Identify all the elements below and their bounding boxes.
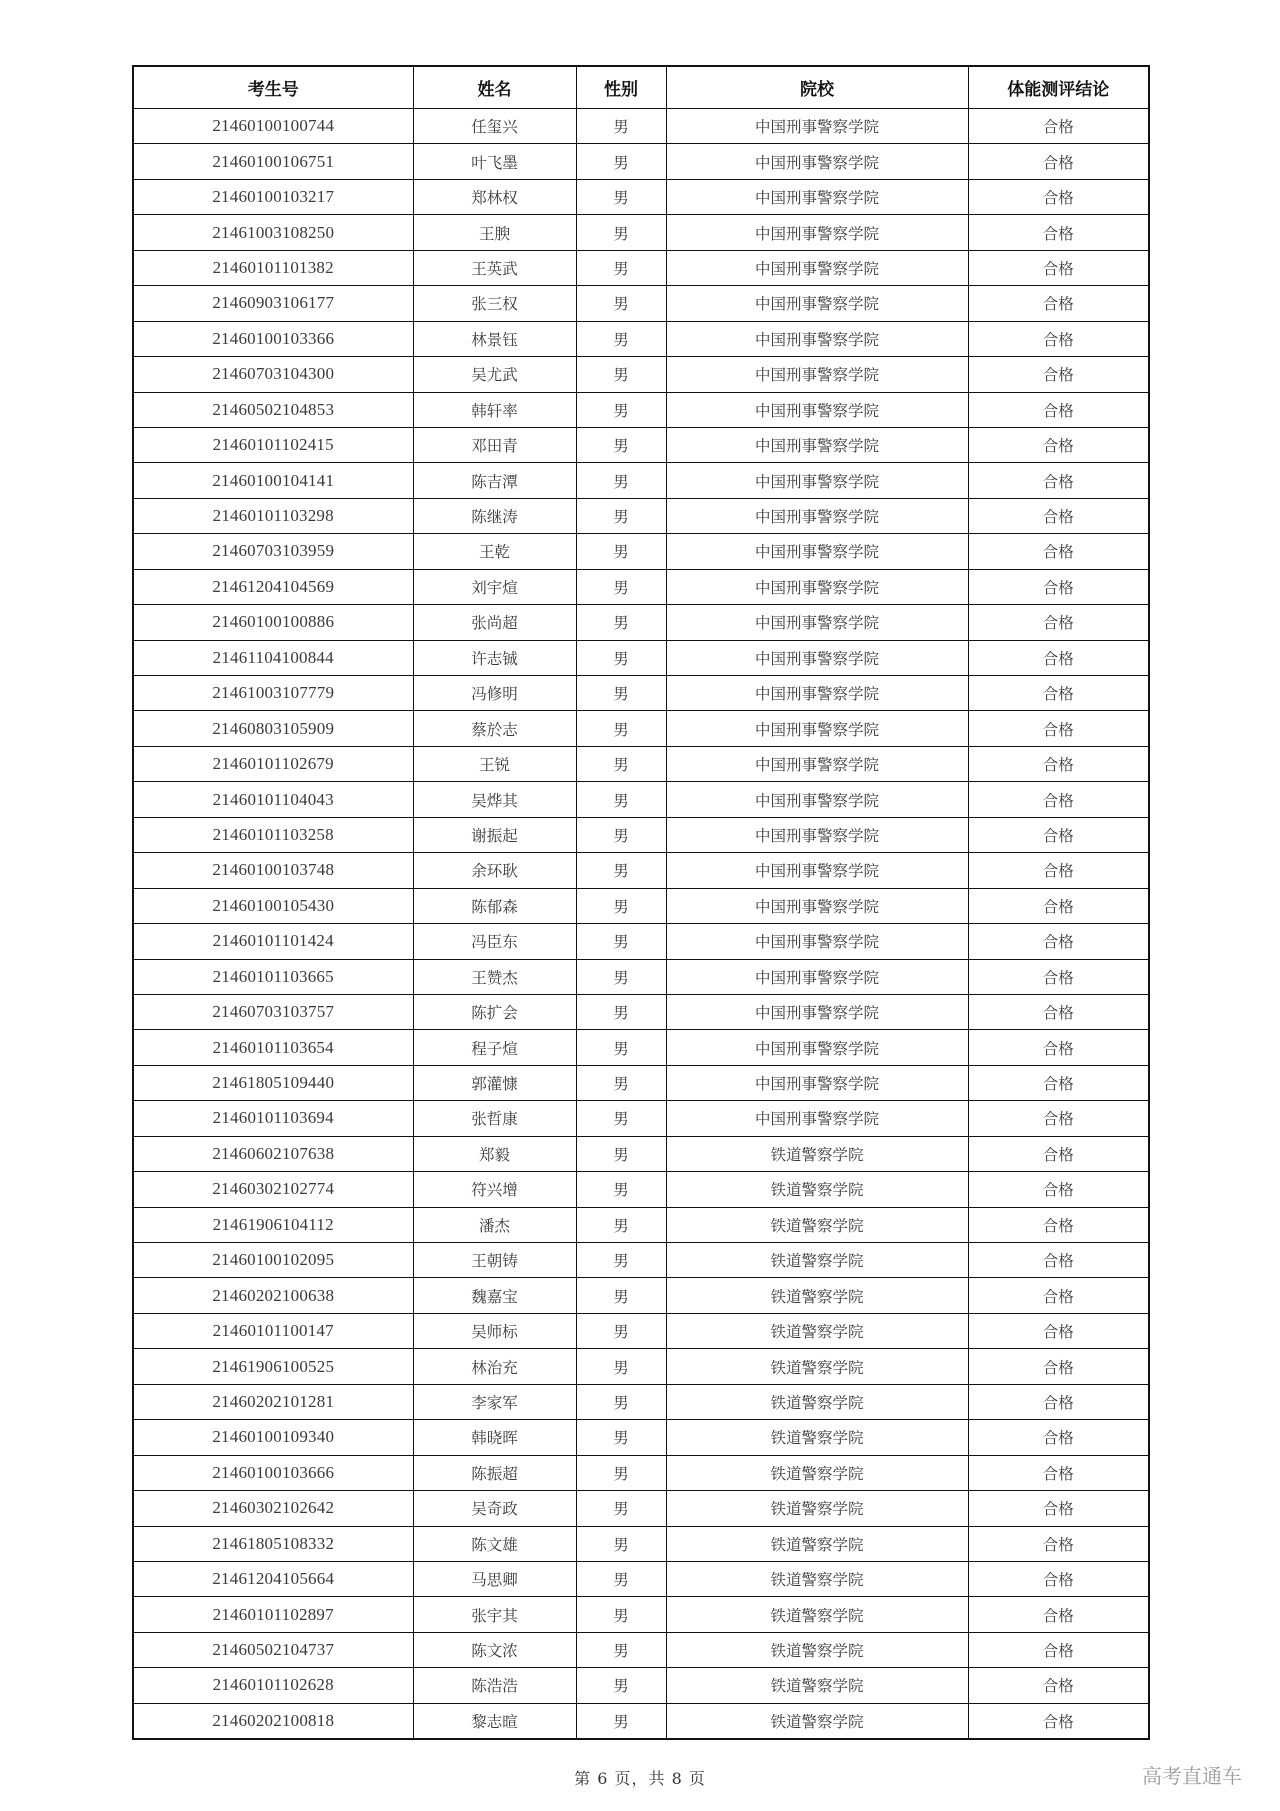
exam-number-cell: 21461003108250 bbox=[133, 215, 413, 250]
name-cell: 潘杰 bbox=[413, 1207, 576, 1242]
fitness-result-cell: 合格 bbox=[968, 1491, 1149, 1526]
fitness-result-cell: 合格 bbox=[968, 994, 1149, 1029]
name-cell: 陈文浓 bbox=[413, 1632, 576, 1667]
table-row bbox=[133, 109, 1149, 144]
school-cell: 中国刑事警察学院 bbox=[666, 427, 968, 462]
exam-number-cell: 21460803105909 bbox=[133, 711, 413, 746]
table-row bbox=[133, 1561, 1149, 1596]
exam-number-cell: 21460502104737 bbox=[133, 1632, 413, 1667]
gender-cell: 男 bbox=[576, 1597, 666, 1632]
table-row bbox=[133, 250, 1149, 285]
exam-number-cell: 21460703103959 bbox=[133, 534, 413, 569]
name-cell: 陈振超 bbox=[413, 1455, 576, 1490]
exam-number-cell: 21461204104569 bbox=[133, 569, 413, 604]
fitness-result-cell: 合格 bbox=[968, 1455, 1149, 1490]
exam-number-cell: 21460502104853 bbox=[133, 392, 413, 427]
exam-number-cell: 21460101102679 bbox=[133, 746, 413, 781]
gender-cell: 男 bbox=[576, 888, 666, 923]
school-cell: 中国刑事警察学院 bbox=[666, 321, 968, 356]
table-row bbox=[133, 888, 1149, 923]
school-cell: 中国刑事警察学院 bbox=[666, 746, 968, 781]
fitness-result-cell: 合格 bbox=[968, 1561, 1149, 1596]
table-row bbox=[133, 1455, 1149, 1490]
gender-cell: 男 bbox=[576, 215, 666, 250]
table-row bbox=[133, 1101, 1149, 1136]
exam-number-cell: 21460100104141 bbox=[133, 463, 413, 498]
exam-number-cell: 21460101102415 bbox=[133, 427, 413, 462]
school-cell: 铁道警察学院 bbox=[666, 1703, 968, 1739]
name-cell: 冯修明 bbox=[413, 676, 576, 711]
name-cell: 任玺兴 bbox=[413, 109, 576, 144]
name-cell: 余环耿 bbox=[413, 853, 576, 888]
exam-number-cell: 21460101103694 bbox=[133, 1101, 413, 1136]
table-row bbox=[133, 498, 1149, 533]
school-cell: 中国刑事警察学院 bbox=[666, 144, 968, 179]
fitness-result-cell: 合格 bbox=[968, 534, 1149, 569]
fitness-result-cell: 合格 bbox=[968, 215, 1149, 250]
name-cell: 张三权 bbox=[413, 286, 576, 321]
table-row bbox=[133, 179, 1149, 214]
school-cell: 中国刑事警察学院 bbox=[666, 1101, 968, 1136]
gender-cell: 男 bbox=[576, 853, 666, 888]
header-school: 院校 bbox=[666, 66, 968, 109]
table-row bbox=[133, 924, 1149, 959]
school-cell: 中国刑事警察学院 bbox=[666, 782, 968, 817]
exam-number-cell: 21460100103217 bbox=[133, 179, 413, 214]
exam-number-cell: 21460101103298 bbox=[133, 498, 413, 533]
table-row bbox=[133, 853, 1149, 888]
name-cell: 王英武 bbox=[413, 250, 576, 285]
name-cell: 黎志暄 bbox=[413, 1703, 576, 1739]
fitness-result-cell: 合格 bbox=[968, 179, 1149, 214]
table-row bbox=[133, 215, 1149, 250]
name-cell: 陈吉潭 bbox=[413, 463, 576, 498]
table-row bbox=[133, 1065, 1149, 1100]
fitness-result-cell: 合格 bbox=[968, 1065, 1149, 1100]
table-row bbox=[133, 1278, 1149, 1313]
exam-number-cell: 21461003107779 bbox=[133, 676, 413, 711]
name-cell: 陈郁森 bbox=[413, 888, 576, 923]
fitness-result-cell: 合格 bbox=[968, 746, 1149, 781]
name-cell: 王朝铸 bbox=[413, 1243, 576, 1278]
fitness-result-cell: 合格 bbox=[968, 250, 1149, 285]
gender-cell: 男 bbox=[576, 1455, 666, 1490]
gender-cell: 男 bbox=[576, 392, 666, 427]
table-row bbox=[133, 569, 1149, 604]
table-row bbox=[133, 1207, 1149, 1242]
name-cell: 谢振起 bbox=[413, 817, 576, 852]
table-row bbox=[133, 357, 1149, 392]
school-cell: 中国刑事警察学院 bbox=[666, 463, 968, 498]
fitness-result-cell: 合格 bbox=[968, 1703, 1149, 1739]
gender-cell: 男 bbox=[576, 1207, 666, 1242]
gender-cell: 男 bbox=[576, 1561, 666, 1596]
fitness-result-cell: 合格 bbox=[968, 1101, 1149, 1136]
gender-cell: 男 bbox=[576, 605, 666, 640]
school-cell: 中国刑事警察学院 bbox=[666, 888, 968, 923]
exam-number-cell: 21460602107638 bbox=[133, 1136, 413, 1171]
gender-cell: 男 bbox=[576, 1384, 666, 1419]
table-row bbox=[133, 1030, 1149, 1065]
gender-cell: 男 bbox=[576, 1632, 666, 1667]
fitness-result-cell: 合格 bbox=[968, 321, 1149, 356]
name-cell: 吴烨其 bbox=[413, 782, 576, 817]
school-cell: 中国刑事警察学院 bbox=[666, 286, 968, 321]
table-row bbox=[133, 782, 1149, 817]
fitness-result-cell: 合格 bbox=[968, 853, 1149, 888]
exam-number-cell: 21460903106177 bbox=[133, 286, 413, 321]
school-cell: 铁道警察学院 bbox=[666, 1243, 968, 1278]
table-row bbox=[133, 605, 1149, 640]
gender-cell: 男 bbox=[576, 924, 666, 959]
name-cell: 林治充 bbox=[413, 1349, 576, 1384]
fitness-result-cell: 合格 bbox=[968, 782, 1149, 817]
gender-cell: 男 bbox=[576, 144, 666, 179]
school-cell: 铁道警察学院 bbox=[666, 1455, 968, 1490]
exam-number-cell: 21460100105430 bbox=[133, 888, 413, 923]
exam-number-cell: 21460100100886 bbox=[133, 605, 413, 640]
gender-cell: 男 bbox=[576, 1136, 666, 1171]
name-cell: 陈文雄 bbox=[413, 1526, 576, 1561]
candidate-table bbox=[132, 65, 1150, 1740]
gender-cell: 男 bbox=[576, 676, 666, 711]
fitness-result-cell: 合格 bbox=[968, 569, 1149, 604]
exam-number-cell: 21461805108332 bbox=[133, 1526, 413, 1561]
page-indicator: 第 6 页，共 8 页 bbox=[574, 1769, 706, 1788]
gender-cell: 男 bbox=[576, 321, 666, 356]
header-fitness-result: 体能测评结论 bbox=[968, 66, 1149, 109]
school-cell: 中国刑事警察学院 bbox=[666, 605, 968, 640]
fitness-result-cell: 合格 bbox=[968, 1278, 1149, 1313]
name-cell: 张尚超 bbox=[413, 605, 576, 640]
gender-cell: 男 bbox=[576, 357, 666, 392]
exam-number-cell: 21461906104112 bbox=[133, 1207, 413, 1242]
header-exam-number: 考生号 bbox=[133, 66, 413, 109]
name-cell: 吴尤武 bbox=[413, 357, 576, 392]
fitness-result-cell: 合格 bbox=[968, 959, 1149, 994]
name-cell: 陈继涛 bbox=[413, 498, 576, 533]
school-cell: 中国刑事警察学院 bbox=[666, 640, 968, 675]
exam-number-cell: 21460100103366 bbox=[133, 321, 413, 356]
gender-cell: 男 bbox=[576, 994, 666, 1029]
fitness-result-cell: 合格 bbox=[968, 1172, 1149, 1207]
table-row bbox=[133, 1668, 1149, 1703]
name-cell: 吴奇政 bbox=[413, 1491, 576, 1526]
school-cell: 铁道警察学院 bbox=[666, 1561, 968, 1596]
exam-number-cell: 21460703104300 bbox=[133, 357, 413, 392]
exam-number-cell: 21460202100818 bbox=[133, 1703, 413, 1739]
fitness-result-cell: 合格 bbox=[968, 1632, 1149, 1667]
exam-number-cell: 21460100102095 bbox=[133, 1243, 413, 1278]
school-cell: 铁道警察学院 bbox=[666, 1491, 968, 1526]
table-row bbox=[133, 144, 1149, 179]
name-cell: 韩轩率 bbox=[413, 392, 576, 427]
name-cell: 蔡於志 bbox=[413, 711, 576, 746]
table-row bbox=[133, 1349, 1149, 1384]
fitness-result-cell: 合格 bbox=[968, 286, 1149, 321]
name-cell: 冯臣东 bbox=[413, 924, 576, 959]
table-row bbox=[133, 1243, 1149, 1278]
gender-cell: 男 bbox=[576, 1349, 666, 1384]
table-row bbox=[133, 1313, 1149, 1348]
school-cell: 中国刑事警察学院 bbox=[666, 924, 968, 959]
gender-cell: 男 bbox=[576, 109, 666, 144]
gender-cell: 男 bbox=[576, 1030, 666, 1065]
school-cell: 铁道警察学院 bbox=[666, 1597, 968, 1632]
exam-number-cell: 21460101102628 bbox=[133, 1668, 413, 1703]
name-cell: 符兴增 bbox=[413, 1172, 576, 1207]
school-cell: 铁道警察学院 bbox=[666, 1349, 968, 1384]
table-row bbox=[133, 1384, 1149, 1419]
name-cell: 王乾 bbox=[413, 534, 576, 569]
table-row bbox=[133, 817, 1149, 852]
table-row bbox=[133, 959, 1149, 994]
exam-number-cell: 21460101101382 bbox=[133, 250, 413, 285]
gender-cell: 男 bbox=[576, 746, 666, 781]
school-cell: 中国刑事警察学院 bbox=[666, 1030, 968, 1065]
name-cell: 张宇其 bbox=[413, 1597, 576, 1632]
school-cell: 中国刑事警察学院 bbox=[666, 357, 968, 392]
header-gender: 性别 bbox=[576, 66, 666, 109]
school-cell: 铁道警察学院 bbox=[666, 1207, 968, 1242]
school-cell: 中国刑事警察学院 bbox=[666, 498, 968, 533]
fitness-result-cell: 合格 bbox=[968, 463, 1149, 498]
fitness-result-cell: 合格 bbox=[968, 427, 1149, 462]
exam-number-cell: 21461104100844 bbox=[133, 640, 413, 675]
fitness-result-cell: 合格 bbox=[968, 1030, 1149, 1065]
school-cell: 中国刑事警察学院 bbox=[666, 676, 968, 711]
fitness-result-cell: 合格 bbox=[968, 1420, 1149, 1455]
table-row bbox=[133, 711, 1149, 746]
header-name: 姓名 bbox=[413, 66, 576, 109]
table-row bbox=[133, 1526, 1149, 1561]
exam-number-cell: 21460302102642 bbox=[133, 1491, 413, 1526]
gender-cell: 男 bbox=[576, 250, 666, 285]
exam-number-cell: 21460202101281 bbox=[133, 1384, 413, 1419]
fitness-result-cell: 合格 bbox=[968, 1526, 1149, 1561]
gender-cell: 男 bbox=[576, 1526, 666, 1561]
table-row bbox=[133, 1703, 1149, 1739]
gender-cell: 男 bbox=[576, 179, 666, 214]
name-cell: 叶飞墨 bbox=[413, 144, 576, 179]
name-cell: 林景钰 bbox=[413, 321, 576, 356]
exam-number-cell: 21460703103757 bbox=[133, 994, 413, 1029]
name-cell: 李家军 bbox=[413, 1384, 576, 1419]
fitness-result-cell: 合格 bbox=[968, 1349, 1149, 1384]
table-header-row bbox=[133, 66, 1149, 109]
fitness-result-cell: 合格 bbox=[968, 676, 1149, 711]
fitness-result-cell: 合格 bbox=[968, 924, 1149, 959]
table-row bbox=[133, 1172, 1149, 1207]
gender-cell: 男 bbox=[576, 1668, 666, 1703]
fitness-result-cell: 合格 bbox=[968, 357, 1149, 392]
gender-cell: 男 bbox=[576, 640, 666, 675]
exam-number-cell: 21460101103654 bbox=[133, 1030, 413, 1065]
table-row bbox=[133, 1597, 1149, 1632]
school-cell: 铁道警察学院 bbox=[666, 1420, 968, 1455]
exam-number-cell: 21460100109340 bbox=[133, 1420, 413, 1455]
school-cell: 中国刑事警察学院 bbox=[666, 109, 968, 144]
exam-number-cell: 21460101103665 bbox=[133, 959, 413, 994]
gender-cell: 男 bbox=[576, 1420, 666, 1455]
gender-cell: 男 bbox=[576, 498, 666, 533]
name-cell: 马思卿 bbox=[413, 1561, 576, 1596]
fitness-result-cell: 合格 bbox=[968, 109, 1149, 144]
fitness-result-cell: 合格 bbox=[968, 1136, 1149, 1171]
fitness-result-cell: 合格 bbox=[968, 392, 1149, 427]
school-cell: 中国刑事警察学院 bbox=[666, 534, 968, 569]
fitness-result-cell: 合格 bbox=[968, 1668, 1149, 1703]
school-cell: 中国刑事警察学院 bbox=[666, 250, 968, 285]
exam-number-cell: 21461204105664 bbox=[133, 1561, 413, 1596]
school-cell: 铁道警察学院 bbox=[666, 1526, 968, 1561]
gender-cell: 男 bbox=[576, 1703, 666, 1739]
gender-cell: 男 bbox=[576, 1065, 666, 1100]
fitness-result-cell: 合格 bbox=[968, 1313, 1149, 1348]
exam-number-cell: 21460100103748 bbox=[133, 853, 413, 888]
school-cell: 中国刑事警察学院 bbox=[666, 959, 968, 994]
name-cell: 陈扩会 bbox=[413, 994, 576, 1029]
name-cell: 陈浩浩 bbox=[413, 1668, 576, 1703]
exam-number-cell: 21460101101424 bbox=[133, 924, 413, 959]
table-row bbox=[133, 321, 1149, 356]
school-cell: 铁道警察学院 bbox=[666, 1278, 968, 1313]
exam-number-cell: 21460101102897 bbox=[133, 1597, 413, 1632]
name-cell: 邓田青 bbox=[413, 427, 576, 462]
gender-cell: 男 bbox=[576, 959, 666, 994]
table-row bbox=[133, 994, 1149, 1029]
table-row bbox=[133, 676, 1149, 711]
gender-cell: 男 bbox=[576, 569, 666, 604]
school-cell: 铁道警察学院 bbox=[666, 1313, 968, 1348]
table-row bbox=[133, 1632, 1149, 1667]
school-cell: 中国刑事警察学院 bbox=[666, 994, 968, 1029]
fitness-result-cell: 合格 bbox=[968, 498, 1149, 533]
school-cell: 中国刑事警察学院 bbox=[666, 1065, 968, 1100]
exam-number-cell: 21460100100744 bbox=[133, 109, 413, 144]
watermark: 高考直通车 bbox=[1142, 1764, 1242, 1788]
fitness-result-cell: 合格 bbox=[968, 1243, 1149, 1278]
school-cell: 铁道警察学院 bbox=[666, 1384, 968, 1419]
gender-cell: 男 bbox=[576, 1101, 666, 1136]
table-row bbox=[133, 286, 1149, 321]
school-cell: 中国刑事警察学院 bbox=[666, 853, 968, 888]
exam-number-cell: 21460302102774 bbox=[133, 1172, 413, 1207]
fitness-result-cell: 合格 bbox=[968, 1207, 1149, 1242]
fitness-result-cell: 合格 bbox=[968, 888, 1149, 923]
school-cell: 中国刑事警察学院 bbox=[666, 392, 968, 427]
exam-number-cell: 21460202100638 bbox=[133, 1278, 413, 1313]
school-cell: 中国刑事警察学院 bbox=[666, 711, 968, 746]
exam-number-cell: 21461906100525 bbox=[133, 1349, 413, 1384]
gender-cell: 男 bbox=[576, 817, 666, 852]
gender-cell: 男 bbox=[576, 1313, 666, 1348]
name-cell: 张哲康 bbox=[413, 1101, 576, 1136]
table-row bbox=[133, 1491, 1149, 1526]
gender-cell: 男 bbox=[576, 1243, 666, 1278]
fitness-result-cell: 合格 bbox=[968, 817, 1149, 852]
name-cell: 吴师标 bbox=[413, 1313, 576, 1348]
name-cell: 郭灌慷 bbox=[413, 1065, 576, 1100]
exam-number-cell: 21461805109440 bbox=[133, 1065, 413, 1100]
table-row bbox=[133, 392, 1149, 427]
table-row bbox=[133, 534, 1149, 569]
table-row bbox=[133, 463, 1149, 498]
table-row bbox=[133, 640, 1149, 675]
name-cell: 魏嘉宝 bbox=[413, 1278, 576, 1313]
fitness-result-cell: 合格 bbox=[968, 605, 1149, 640]
exam-number-cell: 21460101103258 bbox=[133, 817, 413, 852]
school-cell: 中国刑事警察学院 bbox=[666, 817, 968, 852]
school-cell: 铁道警察学院 bbox=[666, 1136, 968, 1171]
name-cell: 程子煊 bbox=[413, 1030, 576, 1065]
gender-cell: 男 bbox=[576, 1172, 666, 1207]
name-cell: 郑毅 bbox=[413, 1136, 576, 1171]
table-body bbox=[133, 109, 1149, 1740]
school-cell: 铁道警察学院 bbox=[666, 1172, 968, 1207]
exam-number-cell: 21460100106751 bbox=[133, 144, 413, 179]
school-cell: 中国刑事警察学院 bbox=[666, 215, 968, 250]
school-cell: 中国刑事警察学院 bbox=[666, 569, 968, 604]
exam-number-cell: 21460101100147 bbox=[133, 1313, 413, 1348]
name-cell: 韩晓晖 bbox=[413, 1420, 576, 1455]
fitness-result-cell: 合格 bbox=[968, 711, 1149, 746]
gender-cell: 男 bbox=[576, 427, 666, 462]
table-row bbox=[133, 1136, 1149, 1171]
fitness-result-cell: 合格 bbox=[968, 1597, 1149, 1632]
exam-number-cell: 21460101104043 bbox=[133, 782, 413, 817]
name-cell: 郑林权 bbox=[413, 179, 576, 214]
school-cell: 铁道警察学院 bbox=[666, 1668, 968, 1703]
school-cell: 铁道警察学院 bbox=[666, 1632, 968, 1667]
fitness-result-cell: 合格 bbox=[968, 1384, 1149, 1419]
name-cell: 王赞杰 bbox=[413, 959, 576, 994]
fitness-result-cell: 合格 bbox=[968, 144, 1149, 179]
table-row bbox=[133, 427, 1149, 462]
school-cell: 中国刑事警察学院 bbox=[666, 179, 968, 214]
gender-cell: 男 bbox=[576, 711, 666, 746]
gender-cell: 男 bbox=[576, 782, 666, 817]
gender-cell: 男 bbox=[576, 1278, 666, 1313]
gender-cell: 男 bbox=[576, 286, 666, 321]
name-cell: 王锐 bbox=[413, 746, 576, 781]
fitness-result-cell: 合格 bbox=[968, 640, 1149, 675]
gender-cell: 男 bbox=[576, 534, 666, 569]
name-cell: 刘宇煊 bbox=[413, 569, 576, 604]
table-row bbox=[133, 1420, 1149, 1455]
table-row bbox=[133, 746, 1149, 781]
name-cell: 王腴 bbox=[413, 215, 576, 250]
gender-cell: 男 bbox=[576, 463, 666, 498]
gender-cell: 男 bbox=[576, 1491, 666, 1526]
name-cell: 许志铖 bbox=[413, 640, 576, 675]
exam-number-cell: 21460100103666 bbox=[133, 1455, 413, 1490]
